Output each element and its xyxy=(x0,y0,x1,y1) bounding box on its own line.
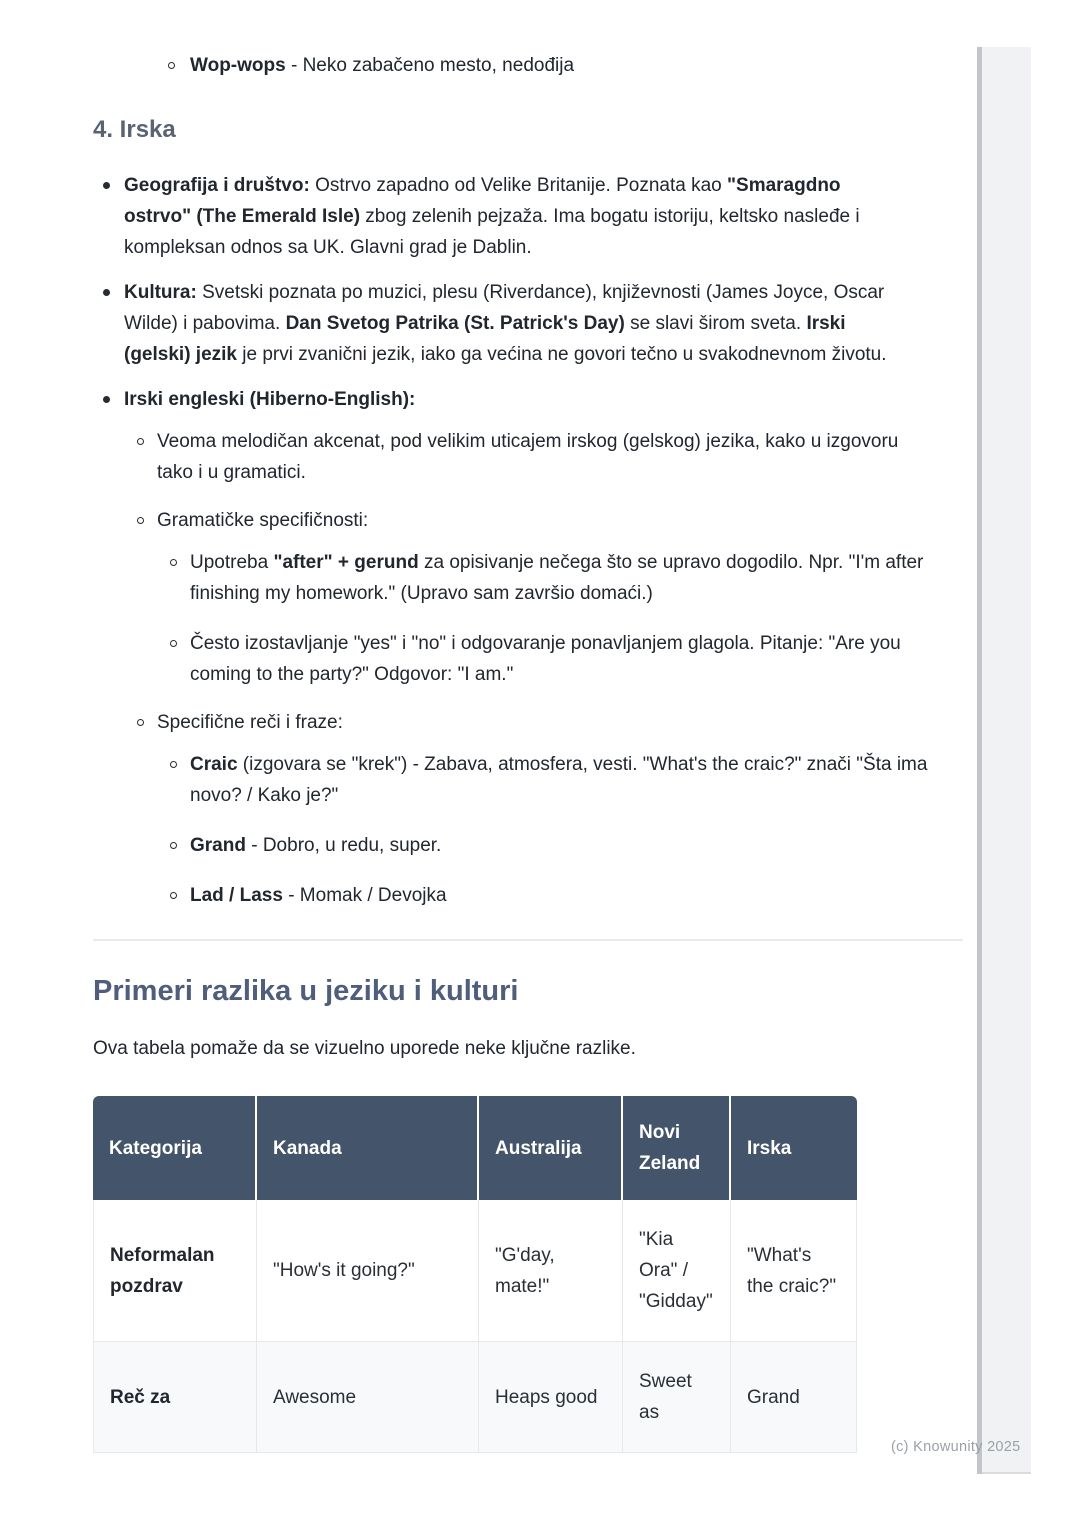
compare-section-heading: Primeri razlika u jeziku i kulturi xyxy=(93,975,519,1007)
table-header-cell: Kategorija xyxy=(93,1096,257,1200)
list-item-text: Kultura: Svetski poznata po muzici, plesu (Riverdance), književnosti (James Joyce, Oscar Wilde) i pabovima. Dan Svetog Patrika (St. Patrick's Day) se slavi širom sveta. Irski (gelski) jezik je prvi zvanični jezik, iako ga većina ne govori tečno u svakodnevnom životu. xyxy=(124,282,887,365)
list-item xyxy=(157,830,963,861)
list-item xyxy=(93,277,963,370)
list-item xyxy=(157,547,963,609)
table-cell: Awesome xyxy=(257,1342,479,1453)
page-edge-panel xyxy=(982,47,1031,1474)
hollow-bullet-icon xyxy=(137,517,144,524)
list-item xyxy=(93,170,963,263)
list-item-text: Wop-wops - Neko zabačeno mesto, nedođija xyxy=(190,55,575,76)
sub-sub-list xyxy=(157,547,963,690)
hollow-bullet-icon xyxy=(170,559,177,566)
table-header-cell: Irska xyxy=(731,1096,857,1200)
hollow-bullet-icon xyxy=(137,719,144,726)
list-item-text: Veoma melodičan akcenat, pod velikim uticajem irskog (gelskog) jezika, kako u izgovoru tako i u gramatici. xyxy=(157,431,899,483)
document-content xyxy=(93,0,963,1453)
table-cell: Reč za xyxy=(93,1342,257,1453)
list-item xyxy=(93,384,963,911)
bullet-icon xyxy=(103,396,110,403)
sub-list xyxy=(124,426,963,911)
list-item-text: Lad / Lass - Momak / Devojka xyxy=(190,885,447,906)
table-cell: Sweet as xyxy=(623,1342,731,1453)
comparison-table xyxy=(93,1096,857,1453)
table-cell: Neformalan pozdrav xyxy=(93,1200,257,1342)
table-cell: Heaps good xyxy=(479,1342,623,1453)
list-item xyxy=(157,880,963,911)
watermark: (c) Knowunity 2025 xyxy=(891,1439,1021,1455)
section-heading-irska: 4. Irska xyxy=(93,116,176,143)
hollow-bullet-icon xyxy=(168,62,175,69)
list-item-text: Craic (izgovara se "krek") - Zabava, atmosfera, vesti. "What's the craic?" znači "Šta ima novo? / Kako je?" xyxy=(190,754,928,806)
table-cell: "G'day, mate!" xyxy=(479,1200,623,1342)
section-divider xyxy=(93,939,963,941)
table-row xyxy=(93,1200,857,1342)
table-cell: Grand xyxy=(731,1342,857,1453)
list-item xyxy=(93,50,963,81)
bullet-icon xyxy=(103,289,110,296)
hollow-bullet-icon xyxy=(170,892,177,899)
list-item xyxy=(124,505,963,690)
hollow-bullet-icon xyxy=(170,761,177,768)
list-item xyxy=(157,749,963,811)
hollow-bullet-icon xyxy=(137,438,144,445)
table-cell: "Kia Ora" / "Gidday" xyxy=(623,1200,731,1342)
list-item-text: Često izostavljanje "yes" i "no" i odgovaranje ponavljanjem glagola. Pitanje: "Are you coming to the party?" Odgovor: "I am." xyxy=(190,633,901,685)
bullet-icon xyxy=(103,182,110,189)
table-row xyxy=(93,1342,857,1453)
table-header-row xyxy=(93,1096,857,1200)
irska-list xyxy=(93,170,963,911)
list-item-text: Upotreba "after" + gerund za opisivanje nečega što se upravo dogodilo. Npr. "I'm after finishing my homework." (Upravo sam završio domaći.) xyxy=(190,552,924,604)
table-header-cell: Kanada xyxy=(257,1096,479,1200)
sub-sub-list xyxy=(157,749,963,911)
continuation-list xyxy=(93,50,963,81)
table-intro-text: Ova tabela pomaže da se vizuelno uporede neke ključne razlike. xyxy=(93,1038,636,1059)
table-header-cell: Australija xyxy=(479,1096,623,1200)
hollow-bullet-icon xyxy=(170,640,177,647)
list-item-text: Geografija i društvo: Ostrvo zapadno od Velike Britanije. Poznata kao "Smaragdno ostrvo" (The Emerald Isle) zbog zelenih pejzaža. Ima bogatu istoriju, keltsko nasleđe i kompleksan odnos sa UK. Glavni grad je Dablin. xyxy=(124,175,860,258)
table-header-cell: Novi Zeland xyxy=(623,1096,731,1200)
table-cell: "How's it going?" xyxy=(257,1200,479,1342)
hollow-bullet-icon xyxy=(170,842,177,849)
list-item-text: Grand - Dobro, u redu, super. xyxy=(190,835,442,856)
list-item-text: Irski engleski (Hiberno-English): xyxy=(124,389,416,410)
list-item xyxy=(157,628,963,690)
list-item xyxy=(124,707,963,911)
list-item xyxy=(124,426,963,488)
table-cell: "What's the craic?" xyxy=(731,1200,857,1342)
list-item-text: Specifične reči i fraze: xyxy=(157,712,343,733)
list-item-text: Gramatičke specifičnosti: xyxy=(157,510,369,531)
